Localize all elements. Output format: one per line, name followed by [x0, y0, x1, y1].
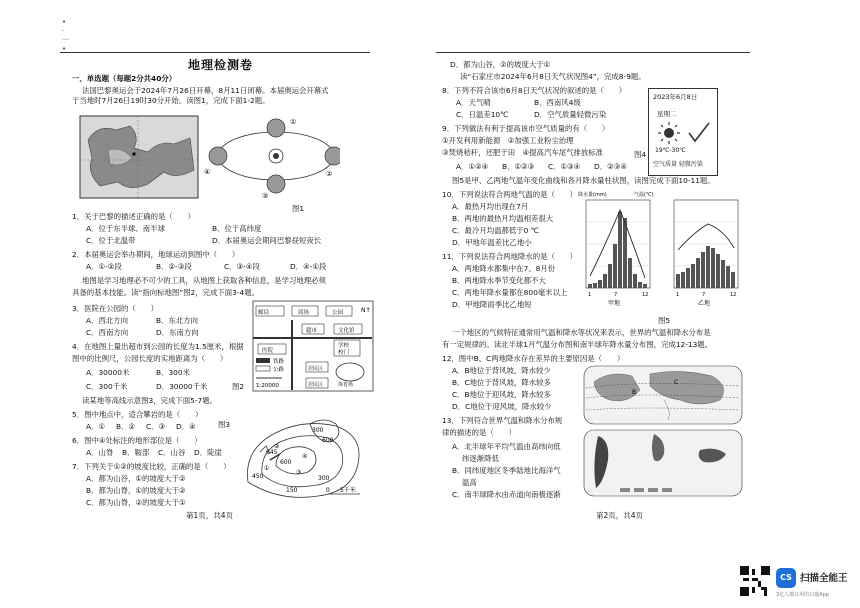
svg-text:7: 7	[614, 292, 618, 298]
q8-option-d: D．空气质量轻微污染	[534, 110, 607, 119]
svg-text:1: 1	[588, 292, 592, 298]
top-rule-right	[436, 52, 750, 53]
earth-position-3	[267, 175, 285, 193]
intro-line-1: 法国巴黎奥运会于2024年7月26日开幕，8月11日闭幕。本届奥运会开幕式	[82, 86, 329, 95]
question-4-line-1: 4．在地图上量出超市到公园的长度为1.5厘米，根据	[72, 342, 244, 351]
q10-option-b: B．两地的最热月均温相差很大	[452, 214, 554, 223]
q9-item-line-1: ①开发利用新能源 ②加强工业粉尘治理	[442, 136, 574, 145]
q9-option-b: B．①②③	[502, 162, 535, 171]
figure-1	[78, 110, 340, 202]
q4-option-a: A．30000米	[86, 368, 130, 377]
question-1: 1．关于巴黎的描述正确的是（ ）	[72, 212, 195, 221]
intro3-line-2: 有一定规律的。读北半球1月气温分布图和南半球年降水量分布图，完成12-13题。	[442, 340, 713, 349]
corner-marks: • · 一 •	[62, 18, 69, 53]
fig2-school: 学校	[338, 343, 350, 349]
climate-chart-yi	[674, 200, 738, 307]
sun-icon	[658, 122, 680, 144]
q6-option-d: D．陡崖	[194, 448, 222, 457]
question-12: 12．图中B、C两地降水存在差异的主要原因是（ ）	[442, 354, 625, 363]
q10-option-a: A．最热月均出现在7月	[452, 202, 529, 211]
figure-4-label: 图4	[634, 150, 647, 159]
svg-text:降水量(mm): 降水量(mm)	[578, 192, 607, 198]
sun-core	[273, 153, 279, 159]
svg-text:乙地: 乙地	[698, 300, 711, 307]
intro2-line-2: 具备的基本技能。读“指向标地图”图2，完成下面3-4题。	[72, 288, 260, 297]
q8-option-c: C．日温差10℃	[456, 110, 509, 119]
north-arrow-icon: N↑	[361, 307, 371, 314]
orbit-marker-2: ②	[326, 170, 333, 178]
weather-card	[648, 88, 718, 176]
camscanner-tagline: 3亿人都在用的扫描App	[776, 592, 829, 598]
q7-option-c: C．都为山脊，②的坡度大于①	[86, 498, 186, 507]
q5-option-c: C．③	[146, 422, 166, 431]
fig2-stadium-label: 体育场	[338, 382, 354, 388]
world-maps	[580, 364, 746, 502]
q13-option-c: C．南半球降水由赤道向南极逐渐	[452, 490, 561, 499]
scanner-watermark	[740, 566, 856, 602]
page-title: 地理检测卷	[188, 58, 254, 72]
orbit-marker-3: ③	[262, 192, 269, 200]
svg-text:300: 300	[318, 475, 330, 482]
q9-option-d: D．②③④	[594, 162, 627, 171]
svg-text:12: 12	[730, 292, 737, 298]
svg-text:150: 150	[286, 487, 298, 494]
question-4-line-2: 图中的比例尺，公园长度的实地距离为（ ）	[72, 354, 228, 363]
figure-5-label: 图5	[658, 316, 671, 325]
question-5: 5．图中地点中，适合攀岩的是（ ）	[72, 410, 203, 419]
q5-option-a: A．①	[86, 422, 106, 431]
intro2-line-1: 地图是学习地理必不可少的工具，从地图上获取各种信息，是学习地理必须	[82, 276, 326, 285]
fig2-residential-2: 居民区	[308, 382, 324, 388]
q3-option-d: D．东南方向	[156, 328, 199, 337]
earth-position-1	[267, 119, 285, 137]
fig2-scale: 1:20000	[256, 383, 279, 389]
left-footer: 第1页，共4页	[186, 511, 234, 520]
q5-option-d: D．④	[176, 422, 196, 431]
svg-text:气温(℃): 气温(℃)	[634, 192, 654, 198]
right-footer: 第2页，共4页	[596, 511, 644, 520]
svg-text:5千米: 5千米	[340, 487, 356, 494]
question-11: 11．下列说法符合两地降水的是（ ）	[442, 252, 578, 261]
intro-weather: 读“石家庄市2024年6月8日天气状况图4”，完成8-9题。	[460, 72, 646, 81]
q8-option-a: A．天气晴	[456, 98, 491, 107]
question-13-line-2: 律的描述的是（ ）	[442, 428, 516, 437]
svg-text:645: 645	[266, 449, 278, 456]
q6-option-c: C．山谷	[158, 448, 186, 457]
weather-icons	[657, 121, 713, 145]
q9-option-a: A．①②④	[456, 162, 489, 171]
q2-option-b: B．②-③段	[156, 262, 192, 271]
q2-option-a: A．①-②段	[86, 262, 122, 271]
q1-option-c: C．位于北温带	[86, 236, 136, 245]
svg-text:300: 300	[312, 427, 324, 434]
q6-option-b: B．鞍部	[122, 448, 150, 457]
figure-2	[252, 300, 374, 392]
question-7: 7．下列关于①②的坡度比较，正确的是（ ）	[72, 462, 231, 471]
figure-5	[578, 188, 748, 308]
svg-text:C: C	[674, 379, 679, 386]
fig2-residential-1: 居民区	[308, 366, 324, 372]
contour-marker-3: ③	[296, 469, 302, 476]
fig2-stadium	[336, 363, 364, 381]
q13-option-a-line-1: A．北半球年平均气温由高纬向低	[452, 442, 561, 451]
svg-text:0: 0	[326, 487, 330, 494]
q2-option-d: D．④-①段	[290, 262, 327, 271]
q1-option-b: B．位于高纬度	[212, 224, 262, 233]
svg-text:600: 600	[280, 459, 292, 466]
q9-option-c: C．①③④	[548, 162, 581, 171]
intro-climate: 图5是甲、乙两地气温年变化曲线和各月降水量柱状图，读图完成下面10-11题。	[452, 176, 715, 185]
top-rule	[60, 52, 370, 53]
north-hemisphere-january-temp-map	[584, 366, 742, 424]
figure-3-label: 图3	[218, 420, 231, 429]
q11-option-d: D．甲地降雨季比乙地短	[452, 300, 532, 309]
q7-option-b: B．都为山脊，①的坡度大于②	[86, 486, 186, 495]
paris-dot	[132, 152, 135, 155]
weather-date: 2023年6月8日	[653, 93, 698, 101]
fig2-post-office: 邮局	[258, 310, 270, 316]
figure-3	[240, 412, 368, 502]
q1-option-d: D．本届奥运会期间巴黎昼短夜长	[212, 236, 322, 245]
climate-chart-jia	[578, 191, 654, 307]
earth-position-2	[325, 147, 340, 165]
q3-option-c: C．西南方向	[86, 328, 129, 337]
question-9: 9．下列做法有利于提高该市空气质量的有（ ）	[442, 124, 610, 133]
q11-option-b: B．两地降水季节变化都不大	[452, 276, 546, 285]
q11-option-c: C．两地年降水量都在800毫米以上	[452, 288, 568, 297]
q12-option-d: D．C地位于迎风坡，降水较少	[452, 402, 552, 411]
intro3: 读某地等高线示意图3，完成下面5-7题。	[82, 396, 218, 405]
weather-temperature: 19℃-30℃	[655, 147, 686, 154]
south-hemisphere-precipitation-map	[584, 430, 742, 496]
q7-option-d: D．都为山谷，②的坡度大于①	[450, 60, 551, 69]
legend-railway: 铁路	[273, 359, 285, 365]
q10-option-d: D．甲地年温差比乙地小	[452, 238, 532, 247]
question-8: 8．下列不符合该市6月8日天气状况的叙述的是（ ）	[442, 86, 627, 95]
q12-option-c: C．B地位于迎风坡，降水较多	[452, 390, 551, 399]
q6-option-a: A．山脊	[86, 448, 114, 457]
q4-option-d: D．30000千米	[156, 382, 208, 391]
section-heading: 一、单选题（每题2分共40分）	[72, 74, 177, 83]
q11-option-a: A．两地降水都集中在7、8月份	[452, 264, 556, 273]
question-10: 10．下列说法符合两地气温的是（ ）	[442, 190, 578, 199]
q13-option-b-line-1: B．同纬度地区冬季陆地比海洋气	[452, 466, 561, 475]
question-13-line-1: 13．下列符合世界气温和降水分布规	[442, 416, 563, 425]
fig2-supermarket: 超市	[306, 328, 318, 334]
right-page	[430, 0, 860, 608]
svg-text:1: 1	[676, 292, 680, 298]
question-6: 6．图中④处标注的地形部位是（ ）	[72, 436, 202, 445]
contour-marker-4: ④	[302, 453, 308, 460]
q12-option-a: A．B地位于背风坡，降水较少	[452, 366, 551, 375]
q5-option-b: B．②	[116, 422, 136, 431]
camscanner-logo: CS	[776, 568, 796, 588]
fig2-hospital: 医院	[262, 348, 274, 354]
orbit-marker-4: ④	[204, 168, 211, 176]
q13-option-a-line-2: 纬逐渐降低	[462, 454, 499, 463]
q10-option-c: C．最冷月均温都低于0 ℃	[452, 226, 540, 235]
q3-option-a: A．西北方向	[86, 316, 129, 325]
q3-option-b: B．东北方向	[156, 316, 199, 325]
fig2-park: 公园	[332, 310, 344, 316]
svg-text:12: 12	[642, 292, 649, 298]
q13-option-b-line-2: 温高	[462, 478, 477, 487]
q4-option-c: C．300千米	[86, 382, 128, 391]
question-3: 3．医院在公园的（ ）	[72, 304, 159, 313]
svg-text:甲地: 甲地	[608, 300, 621, 307]
fig2-mall: 商场	[298, 310, 310, 316]
contour-marker-1: ①	[264, 465, 270, 472]
legend-road-swatch	[256, 366, 270, 371]
contour-marker-2: ②	[274, 443, 280, 450]
q4-option-b: B．300米	[156, 368, 190, 377]
camscanner-name: 扫描全能王	[800, 573, 848, 584]
orbit-marker-1: ①	[290, 118, 297, 126]
q9-item-line-2: ③焚烧秸秆，还肥于田 ④提高汽车尾气排放标准	[442, 148, 604, 157]
svg-text:7: 7	[702, 292, 706, 298]
q2-option-c: C．③-④段	[224, 262, 260, 271]
fig2-school-gate: 校门	[338, 350, 350, 356]
legend-railway-swatch	[256, 358, 270, 363]
weather-air-quality: 空气质量 轻微污染	[653, 161, 703, 168]
svg-text:B: B	[632, 389, 637, 396]
intro-line-2: 于当地时7月26日19时30分开始。读图1，完成下面1-2题。	[72, 96, 270, 105]
check-icon	[689, 123, 709, 141]
q7-option-a: A．都为山谷，①的坡度大于②	[86, 474, 186, 483]
svg-text:600: 600	[322, 437, 334, 444]
weather-day: 星期二	[657, 110, 677, 118]
svg-text:450: 450	[252, 473, 264, 480]
q12-option-b: B．C地位于背风坡，降水较多	[452, 378, 551, 387]
figure-2-label: 图2	[232, 382, 245, 391]
intro3-line-1: 一个地区的气候特征通常用气温和降水等状况来表示，世界的气温和降水分布是	[452, 328, 711, 337]
earth-position-4	[209, 147, 227, 165]
legend-road: 公路	[273, 367, 285, 373]
q1-option-a: A．位于东半球、南半球	[86, 224, 165, 233]
question-2: 2．本届奥运会举办期间，地球运动到图中（ ）	[72, 250, 240, 259]
figure-1-label: 图1	[292, 204, 305, 213]
q8-option-b: B．西南风4级	[534, 98, 581, 107]
qr-code-icon	[740, 566, 770, 596]
fig2-culture-hall: 文化馆	[338, 328, 355, 334]
